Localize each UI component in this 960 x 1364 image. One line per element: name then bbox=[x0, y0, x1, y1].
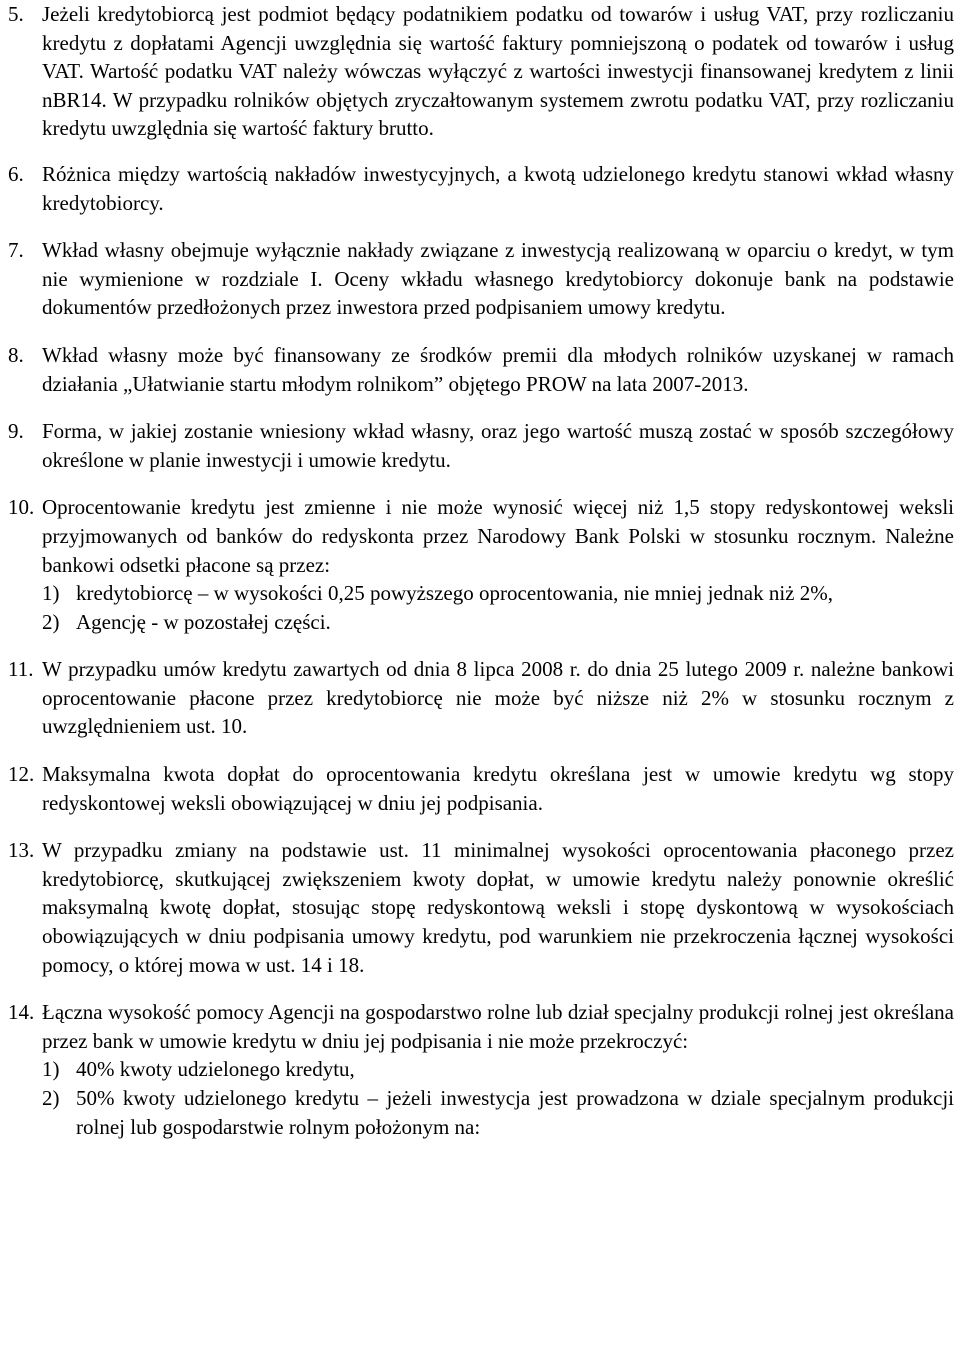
sub-item-text: 40% kwoty udzielonego kredytu, bbox=[76, 1057, 355, 1082]
sub-item bbox=[42, 1084, 954, 1141]
item-number: 8. bbox=[8, 342, 24, 367]
item-body bbox=[42, 0, 954, 143]
item-text: Forma, w jakiej zostanie wniesiony wkład własny, oraz jego wartość muszą zostać w sposób szczegółowy określone w planie inwestycji i umowie kredytu. bbox=[42, 419, 954, 472]
list-item bbox=[8, 236, 954, 322]
sub-item-text: 50% kwoty udzielonego kredytu – jeżeli inwestycja jest prowadzona w dziale specjalnym produkcji rolnej lub gospodarstwie rolnym położonym na: bbox=[76, 1086, 954, 1139]
sub-item-text: kredytobiorcę – w wysokości 0,25 powyższego oprocentowania, nie mniej jednak niż 2%, bbox=[76, 581, 833, 606]
item-number: 9. bbox=[8, 419, 24, 444]
sub-item-text: Agencję - w pozostałej części. bbox=[76, 609, 331, 634]
item-body bbox=[42, 493, 954, 636]
item-text: Wkład własny może być finansowany ze środków premii dla młodych rolników uzyskanej w ramach działania „Ułatwianie startu młodym rolnikom” objętego PROW na lata 2007-2013. bbox=[42, 342, 954, 396]
sub-item bbox=[42, 608, 954, 637]
item-number: 5. bbox=[8, 2, 24, 26]
list-item bbox=[8, 760, 954, 817]
list-item bbox=[8, 998, 954, 1141]
sub-item-number: 1) bbox=[42, 1057, 60, 1082]
item-number: 13. bbox=[8, 838, 35, 863]
item-body bbox=[42, 160, 954, 217]
sub-item-number: 2) bbox=[42, 609, 60, 634]
item-body bbox=[42, 236, 954, 322]
item-text: Maksymalna kwota dopłat do oprocentowania kredytu określana jest w umowie kredytu wg stopy redyskontowej weksli obowiązującej w dniu jej podpisania. bbox=[42, 762, 954, 815]
item-body bbox=[42, 998, 954, 1141]
item-text: Oprocentowanie kredytu jest zmienne i nie może wynosić więcej niż 1,5 stopy redyskontowej weksli przyjmowanych od banków do redyskonta przez Narodowy Bank Polski w stosunku rocznym. Należne bankowi odsetki płacone są przez: bbox=[42, 495, 954, 577]
list-item bbox=[8, 0, 954, 143]
item-body bbox=[42, 417, 954, 474]
item-text: Jeżeli kredytobiorcą jest podmiot będący podatnikiem podatku od towarów i usług VAT, przy rozliczaniu kredytu z dopłatami Agencji uwzględnia się wartość faktury pomniejszoną o podatek od towarów i usług VAT. Wartość podatku VAT należy wówczas wyłączyć z wartości inwestycji finansowanej kredytem z linii nBR14. W przypadku rolników objętych zryczałtowanym systemem zwrotu podatku VAT, przy rozliczaniu kredytu uwzględnia się wartość faktury brutto. bbox=[42, 2, 954, 141]
list-item bbox=[8, 160, 954, 217]
item-text: W przypadku umów kredytu zawartych od dnia 8 lipca 2008 r. do dnia 25 lutego 2009 r. należne bankowi oprocentowanie płacone przez kredytobiorcę nie może być niższe niż 2% w stosunku rocznym z uwzględnieniem ust. 10. bbox=[42, 657, 954, 739]
list-item bbox=[8, 836, 954, 979]
sub-item-number: 2) bbox=[42, 1086, 60, 1110]
item-body bbox=[42, 760, 954, 817]
list-item bbox=[8, 341, 954, 398]
item-text: W przypadku zmiany na podstawie ust. 11 minimalnej wysokości oprocentowania płaconego przez kredytobiorcę, skutkującej zwiększeniem kwoty dopłat, w umowie kredytu należy ponownie określić maksymalną kwotę dopłat, stosując stopę redyskontową weksli i stopę dyskontową w wysokościach obowiązujących w dniu podpisania umowy kredytu, pod warunkiem nie przekroczenia łącznej wysokości pomocy, o której mowa w ust. 14 i 18. bbox=[42, 838, 954, 977]
item-number: 6. bbox=[8, 161, 24, 186]
list-item bbox=[8, 655, 954, 741]
list-item bbox=[8, 417, 954, 474]
list-item bbox=[8, 493, 954, 636]
item-body bbox=[42, 655, 954, 741]
item-number: 10. bbox=[8, 495, 35, 520]
item-body bbox=[42, 836, 954, 979]
document-page bbox=[8, 0, 954, 1160]
item-body bbox=[42, 341, 954, 398]
item-text: Łączna wysokość pomocy Agencji na gospodarstwo rolne lub dział specjalny produkcji rolnej jest określana przez bank w umowie kredytu w dniu jej podpisania i nie może przekroczyć: bbox=[42, 1000, 954, 1053]
sub-item bbox=[42, 1055, 954, 1084]
item-number: 7. bbox=[8, 238, 24, 263]
item-text: Wkład własny obejmuje wyłącznie nakłady związane z inwestycją realizowaną w oparciu o kredyt, w tym nie wymienione w rozdziale I. Oceny wkładu własnego kredytobiorcy dokonuje bank na podstawie dokumentów przedłożonych przez inwestora przed podpisaniem umowy kredytu. bbox=[42, 238, 954, 320]
item-text: Różnica między wartością nakładów inwestycyjnych, a kwotą udzielonego kredytu stanowi wkład własny kredytobiorcy. bbox=[42, 161, 954, 215]
item-number: 12. bbox=[8, 762, 35, 787]
sub-item bbox=[42, 579, 954, 608]
item-number: 11. bbox=[8, 657, 34, 682]
sub-item-number: 1) bbox=[42, 581, 60, 606]
item-number: 14. bbox=[8, 1000, 35, 1025]
